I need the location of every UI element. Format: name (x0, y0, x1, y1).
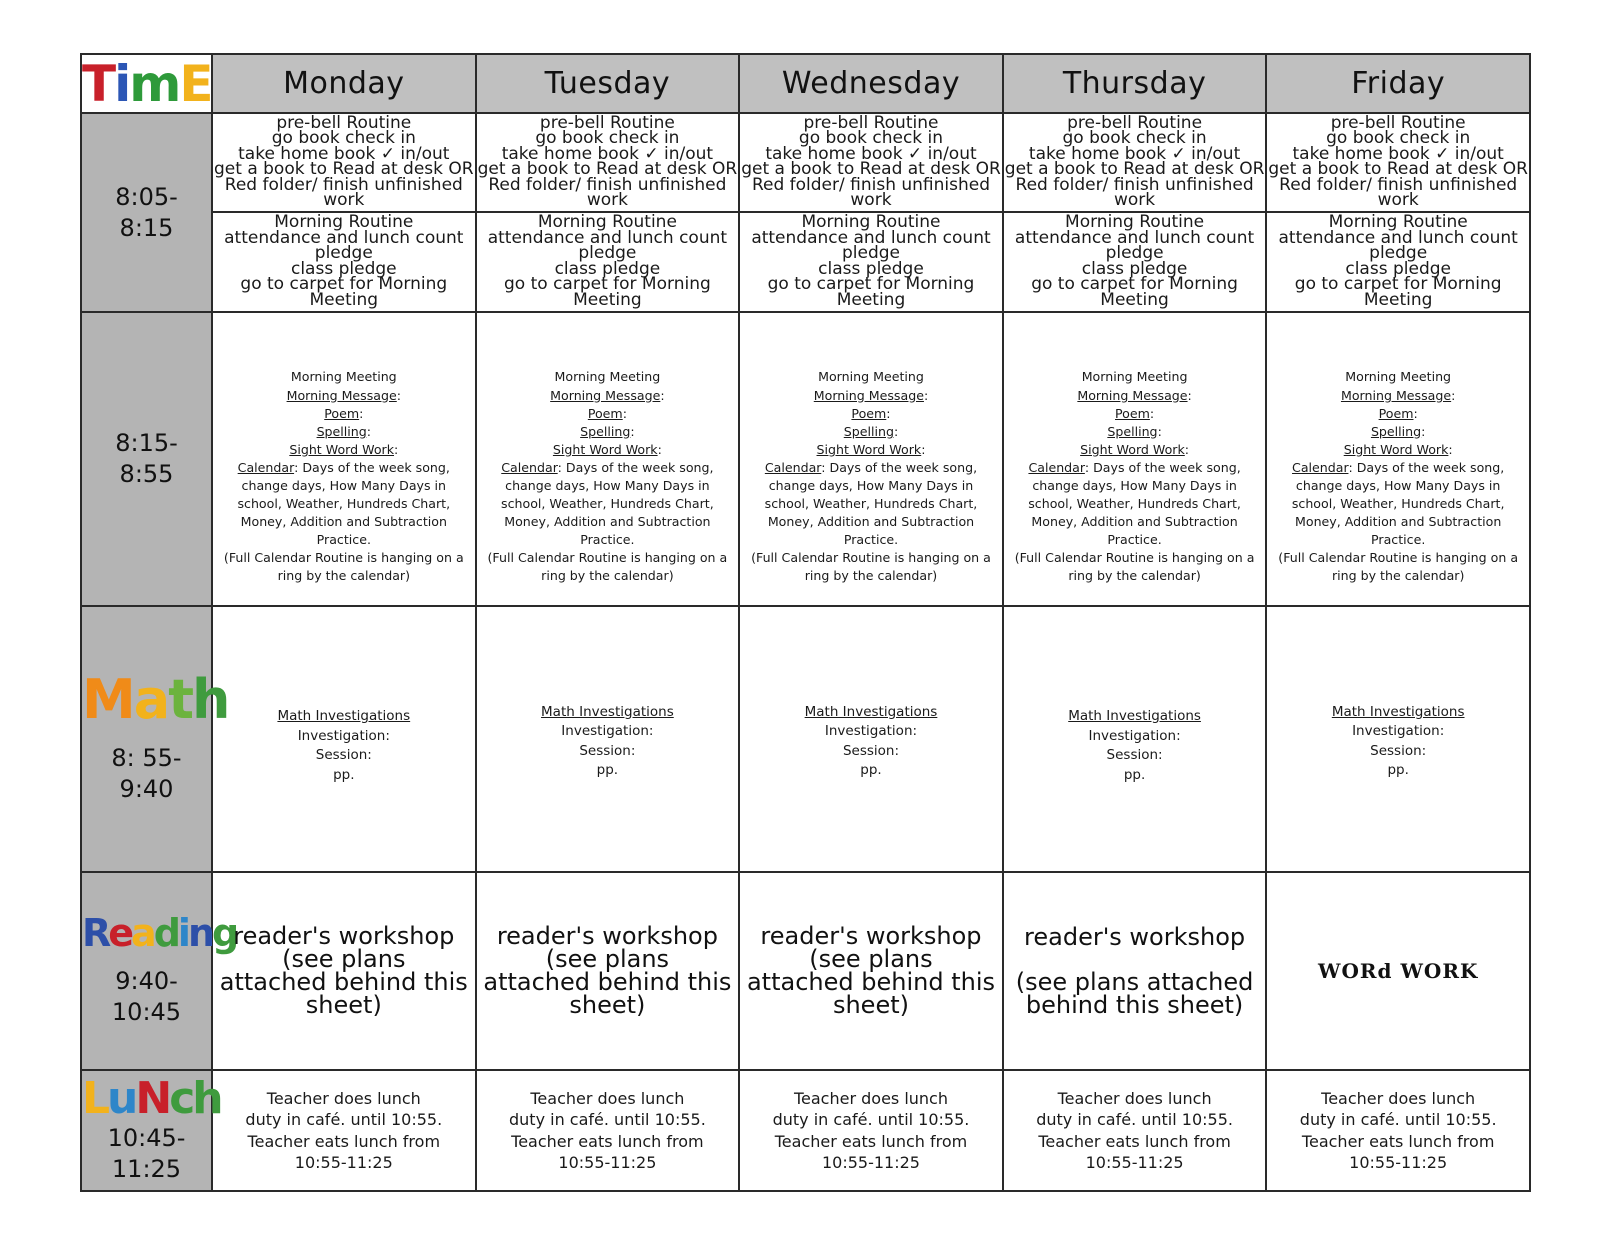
meeting-item: Morning Message: (1077, 387, 1192, 403)
time-end: 8:15 (119, 213, 174, 242)
lunch-line: Teacher eats lunch from (774, 1131, 968, 1151)
session-label: Session: (579, 742, 636, 759)
meeting-item: Calendar: Days of the week song, (1028, 459, 1241, 475)
time-slot-reading (81, 872, 237, 1070)
spelling-label: Spelling (580, 423, 631, 439)
time-slot-routine (81, 113, 212, 312)
calendar-text: change days, How Many Days in (505, 478, 710, 493)
reading-cell (476, 872, 740, 1070)
calendar-label: Calendar (501, 459, 558, 475)
pre-bell-line: pre-bell Routine (1330, 112, 1466, 133)
routine-cell (1266, 113, 1530, 312)
meeting-item: Poem: (1115, 405, 1155, 421)
calendar-label: Calendar (764, 459, 822, 475)
meeting-item: Sight Word Work: (1343, 441, 1453, 457)
morning-routine-line: go to carpet for Morning (504, 274, 711, 295)
pre-bell-line: pre-bell Routine (803, 112, 939, 133)
lunch-line: duty in café. until 10:55. (509, 1110, 706, 1129)
calendar-text: Money, Addition and Subtraction (240, 514, 447, 530)
day-header-wednesday: Wednesday (739, 54, 1003, 113)
meeting-item: Sight Word Work: (816, 441, 926, 457)
pre-bell-line: work (850, 190, 892, 211)
pre-bell-line: work (586, 190, 628, 211)
morning-routine-line: Morning Routine (274, 212, 414, 233)
routine-row (81, 113, 1530, 312)
time-end: 8:55 (119, 460, 174, 488)
routine-stack (1004, 114, 1266, 311)
calendar-text: Practice. (843, 532, 899, 548)
calendar-text: school, Weather, Hundreds Chart, (237, 496, 451, 512)
morning-routine-line: Meeting (309, 289, 379, 310)
pre-bell-line: work (323, 190, 365, 211)
lunch-logo: LuNch (82, 1072, 221, 1124)
reading-line: (see plans (282, 945, 406, 973)
morning-routine-line: go to carpet for Morning (1294, 274, 1502, 295)
calendar-label: Calendar (237, 459, 295, 475)
lunch-line: duty in café. until 10:55. (245, 1110, 443, 1129)
day-header-friday: Friday (1266, 54, 1530, 113)
calendar-label: Calendar (1028, 459, 1085, 475)
lunch-line: Teacher eats lunch from (1301, 1131, 1495, 1151)
morning-routine-line: attendance and lunch count (1278, 227, 1518, 248)
sight-word-label: Sight Word Work (1080, 441, 1185, 457)
morning-routine-line: pledge (578, 243, 637, 264)
morning-message-label: Morning Message (550, 387, 661, 403)
calendar-text: change days, How Many Days in (1032, 478, 1237, 493)
spelling-label: Spelling (316, 423, 367, 439)
meeting-item: Poem: (587, 405, 627, 421)
math-cell (476, 606, 740, 872)
math-title: Math Investigations (1068, 708, 1201, 724)
math-row (81, 606, 1530, 872)
sight-word-label: Sight Word Work (816, 441, 922, 457)
morning-routine-line: Meeting (573, 289, 642, 310)
math-logo: Math (82, 668, 229, 731)
morning-routine-line: go to carpet for Morning (767, 274, 975, 295)
poem-label: Poem (1115, 405, 1150, 421)
pre-bell-line: work (1377, 190, 1419, 211)
meeting-item: Spelling: (843, 423, 899, 439)
pre-bell-line: take home book ✓ in/out (1292, 143, 1504, 164)
meeting-item: Calendar: Days of the week song, (501, 459, 714, 475)
lunch-line: duty in café. until 10:55. (1299, 1110, 1497, 1129)
calendar-text: Practice. (1107, 532, 1162, 548)
session-label: Session: (1370, 742, 1427, 759)
meeting-title: Morning Meeting (554, 369, 661, 385)
meeting-cell (476, 312, 740, 606)
reading-line: sheet) (832, 991, 909, 1019)
meeting-item: Poem: (324, 405, 364, 421)
lunch-cell (1266, 1070, 1530, 1191)
reading-line: reader's workshop (496, 922, 718, 950)
calendar-note: (Full Calendar Routine is hanging on a (751, 550, 991, 566)
morning-message-label: Morning Message (1340, 387, 1452, 403)
meeting-notes (740, 332, 1002, 585)
calendar-text: change days, How Many Days in (241, 478, 447, 493)
pages-label: pp. (1123, 766, 1146, 783)
pre-bell-line: get a book to Read at desk OR (477, 159, 738, 180)
calendar-text: Practice. (316, 532, 371, 548)
pre-bell-line: get a book to Read at desk OR (1004, 159, 1265, 180)
poem-label: Poem (1378, 405, 1414, 421)
time-start: 9:40- (115, 967, 178, 995)
lunch-line: Teacher does lunch (1057, 1088, 1212, 1108)
lunch-line: duty in café. until 10:55. (1036, 1110, 1233, 1129)
meeting-item: Calendar: Days of the week song, (1292, 459, 1505, 475)
day-header-thursday: Thursday (1003, 54, 1267, 113)
calendar-text: school, Weather, Hundreds Chart, (764, 496, 978, 512)
meeting-title: Morning Meeting (818, 369, 924, 385)
lunch-line: 10:55-11:25 (294, 1153, 393, 1172)
pre-bell-line: get a book to Read at desk OR (1268, 159, 1528, 180)
investigation-label: Investigation: (1352, 723, 1445, 739)
pre-bell-line: go book check in (271, 128, 416, 149)
morning-routine-line: class pledge (554, 258, 661, 279)
calendar-text: Money, Addition and Subtraction (1031, 514, 1238, 530)
meeting-item: Calendar: Days of the week song, (764, 459, 978, 475)
pre-bell-line: take home book ✓ in/out (238, 143, 450, 164)
lunch-line: Teacher does lunch (793, 1088, 948, 1108)
calendar-text: Practice. (580, 532, 635, 548)
morning-routine-line: Morning Routine (1065, 212, 1205, 233)
lunch-cell (1003, 1070, 1267, 1191)
calendar-text: Days of the week song, (1356, 459, 1505, 475)
reading-line: (see plans attached (1015, 967, 1254, 996)
pre-bell-routine (1267, 114, 1529, 213)
header-row (81, 54, 1530, 113)
lunch-line: 10:55-11:25 (1085, 1153, 1184, 1172)
calendar-note: ring by the calendar) (277, 568, 411, 584)
morning-routine (213, 213, 475, 312)
poem-label: Poem (587, 405, 623, 421)
pages-label: pp. (860, 762, 882, 778)
day-header-tuesday: Tuesday (476, 54, 740, 113)
math-title: Math Investigations (541, 703, 674, 720)
routine-stack (477, 114, 739, 311)
morning-routine-line: attendance and lunch count (1014, 227, 1255, 248)
pre-bell-line: get a book to Read at desk OR (214, 159, 474, 180)
pre-bell-line: go book check in (535, 128, 680, 149)
meeting-item: Morning Message: (286, 387, 402, 403)
investigation-label: Investigation: (297, 727, 390, 744)
meeting-item: Sight Word Work: (289, 441, 399, 457)
calendar-text: Money, Addition and Subtraction (767, 514, 975, 530)
time-logo-text: TimE (82, 54, 212, 113)
calendar-text: Practice. (1371, 532, 1426, 548)
calendar-note: ring by the calendar) (541, 568, 674, 584)
morning-message-label: Morning Message (1077, 387, 1188, 403)
calendar-text: Money, Addition and Subtraction (1295, 514, 1502, 530)
morning-message-label: Morning Message (813, 387, 924, 403)
pre-bell-line: pre-bell Routine (539, 112, 675, 133)
pre-bell-line: get a book to Read at desk OR (741, 159, 1001, 180)
reading-cell (739, 872, 1003, 1070)
meeting-item: Morning Message: (550, 387, 665, 403)
morning-routine-line: Meeting (1100, 289, 1169, 310)
lunch-cell (476, 1070, 740, 1191)
calendar-text: Money, Addition and Subtraction (504, 514, 711, 530)
pre-bell-line: pre-bell Routine (276, 112, 412, 133)
morning-routine-line: attendance and lunch count (487, 227, 728, 248)
calendar-text: Days of the week song, (565, 459, 714, 475)
math-cell (1003, 606, 1267, 872)
pre-bell-line: Red folder/ finish unfinished (224, 174, 463, 195)
calendar-note: ring by the calendar) (804, 568, 938, 584)
meeting-item: Calendar: Days of the week song, (237, 459, 450, 475)
pre-bell-line: Red folder/ finish unfinished (1279, 174, 1518, 195)
meeting-cell (212, 312, 476, 606)
lunch-line: Teacher does lunch (266, 1088, 421, 1108)
math-notes (1004, 693, 1266, 785)
sight-word-label: Sight Word Work (289, 441, 395, 457)
math-cell (212, 606, 476, 872)
pre-bell-line: go book check in (1062, 128, 1207, 149)
meeting-item: Poem: (1378, 405, 1418, 421)
sight-word-label: Sight Word Work (1343, 441, 1449, 457)
morning-routine-line: Morning Routine (801, 212, 941, 233)
pre-bell-line: Red folder/ finish unfinished (751, 174, 991, 195)
meeting-row (81, 312, 1530, 606)
morning-routine-line: Morning Routine (1328, 212, 1468, 233)
calendar-text: Days of the week song, (302, 459, 450, 475)
reading-line: reader's workshop (233, 922, 455, 950)
pre-bell-line: Red folder/ finish unfinished (1015, 174, 1254, 195)
meeting-item: Morning Message: (813, 387, 929, 403)
session-label: Session: (315, 747, 372, 763)
pre-bell-routine (477, 114, 739, 213)
morning-routine-line: go to carpet for Morning (1031, 274, 1238, 295)
pre-bell-line: take home book ✓ in/out (765, 143, 977, 164)
pages-label: pp. (333, 766, 355, 783)
pre-bell-routine (213, 114, 475, 213)
investigation-label: Investigation: (561, 723, 654, 739)
calendar-text: change days, How Many Days in (768, 478, 974, 493)
calendar-note: (Full Calendar Routine is hanging on a (1278, 550, 1519, 566)
meeting-item: Spelling: (1107, 423, 1162, 439)
calendar-text: school, Weather, Hundreds Chart, (1291, 496, 1505, 512)
pre-bell-routine (1004, 114, 1266, 213)
time-start: 8:15- (115, 429, 178, 457)
word-work-label: WORd WORK (1318, 959, 1479, 983)
time-logo (81, 54, 212, 113)
reading-line: reader's workshop (1024, 922, 1246, 951)
spelling-label: Spelling (1107, 423, 1158, 439)
meeting-notes (213, 332, 475, 585)
time-slot-lunch (81, 1070, 221, 1191)
reading-line: (see plans (809, 945, 933, 973)
investigation-label: Investigation: (1088, 727, 1181, 744)
lunch-line: Teacher does lunch (530, 1088, 685, 1108)
routine-cell (212, 113, 476, 312)
lunch-cell (212, 1070, 476, 1191)
morning-routine-line: attendance and lunch count (224, 227, 464, 248)
meeting-item: Poem: (851, 405, 891, 421)
pre-bell-line: pre-bell Routine (1067, 112, 1203, 133)
reading-line: attached behind this (483, 968, 732, 996)
morning-routine-line: pledge (1369, 243, 1428, 264)
meeting-item: Spelling: (1370, 423, 1426, 439)
morning-routine (1004, 213, 1266, 312)
lunch-cell (739, 1070, 1003, 1191)
routine-stack (740, 114, 1002, 311)
meeting-cell (1266, 312, 1530, 606)
poem-label: Poem (324, 405, 360, 421)
lunch-line: 10:55-11:25 (821, 1153, 920, 1172)
morning-routine (477, 213, 739, 312)
poem-label: Poem (851, 405, 887, 421)
meeting-item: Morning Message: (1340, 387, 1456, 403)
calendar-text: change days, How Many Days in (1295, 478, 1501, 493)
morning-routine-line: Meeting (836, 289, 906, 310)
lunch-line: Teacher eats lunch from (247, 1131, 441, 1151)
reading-line: reader's workshop (760, 922, 982, 950)
morning-message-label: Morning Message (286, 387, 397, 403)
pre-bell-line: take home book ✓ in/out (501, 143, 714, 164)
pages-label: pp. (596, 762, 619, 778)
math-cell (739, 606, 1003, 872)
lunch-line: Teacher does lunch (1321, 1088, 1476, 1108)
time-slot-math (81, 606, 229, 872)
spelling-label: Spelling (843, 423, 894, 439)
calendar-note: ring by the calendar) (1068, 568, 1201, 584)
reading-row (81, 872, 1530, 1070)
math-notes (477, 698, 739, 781)
investigation-label: Investigation: (824, 723, 918, 739)
lunch-line: 10:55-11:25 (1349, 1153, 1448, 1172)
calendar-note: ring by the calendar) (1331, 568, 1465, 584)
math-notes (213, 693, 475, 785)
morning-routine-line: class pledge (1345, 258, 1451, 279)
calendar-text: school, Weather, Hundreds Chart, (1028, 496, 1241, 512)
meeting-item: Sight Word Work: (1080, 441, 1190, 457)
routine-cell (476, 113, 740, 312)
meeting-title: Morning Meeting (1345, 369, 1452, 385)
math-title: Math Investigations (277, 708, 411, 724)
reading-line: sheet) (569, 991, 646, 1019)
pre-bell-line: go book check in (1326, 128, 1471, 149)
reading-logo: Reading (82, 911, 237, 955)
meeting-cell (1003, 312, 1267, 606)
calendar-text: Days of the week song, (1093, 459, 1241, 475)
meeting-item: Spelling: (580, 423, 635, 439)
morning-routine-line: Meeting (1363, 289, 1433, 310)
routine-cell (1003, 113, 1267, 312)
math-title: Math Investigations (1331, 703, 1465, 720)
meeting-notes (1267, 332, 1529, 585)
session-label: Session: (842, 742, 900, 759)
meeting-title: Morning Meeting (1081, 369, 1188, 385)
reading-line: sheet) (305, 991, 382, 1019)
morning-routine-line: go to carpet for Morning (240, 274, 448, 295)
morning-routine-line: attendance and lunch count (751, 227, 991, 248)
routine-cell (739, 113, 1003, 312)
math-cell (1266, 606, 1530, 872)
morning-routine-line: class pledge (290, 258, 397, 279)
lunch-row (81, 1070, 1530, 1191)
reading-cell-friday (1266, 872, 1530, 1070)
meeting-item: Sight Word Work: (552, 441, 662, 457)
calendar-label: Calendar (1292, 459, 1349, 475)
routine-stack (213, 114, 475, 311)
weekly-planner-table (80, 53, 1531, 1192)
meeting-notes (1004, 332, 1266, 585)
meeting-item: Spelling: (316, 423, 372, 439)
calendar-note: (Full Calendar Routine is hanging on a (487, 550, 728, 566)
morning-routine-line: class pledge (1081, 258, 1188, 279)
time-start: 8:05- (115, 182, 178, 211)
spelling-label: Spelling (1370, 423, 1422, 439)
time-end: 10:45 (111, 998, 182, 1026)
calendar-note: (Full Calendar Routine is hanging on a (223, 550, 464, 566)
reading-line: attached behind this (219, 968, 468, 996)
time-end: 11:25 (111, 1154, 182, 1183)
morning-routine-line: Morning Routine (537, 212, 677, 233)
time-start: 10:45- (107, 1123, 186, 1152)
calendar-text: school, Weather, Hundreds Chart, (501, 496, 714, 512)
time-end: 9:40 (119, 775, 174, 803)
reading-cell-thursday (1003, 872, 1267, 1070)
pre-bell-line: Red folder/ finish unfinished (488, 174, 727, 195)
reading-line: (see plans (545, 945, 670, 973)
morning-routine-line: class pledge (818, 258, 924, 279)
reading-cell (212, 872, 476, 1070)
reading-line: behind this sheet) (1025, 990, 1244, 1019)
reading-line: attached behind this (746, 968, 995, 996)
time-start: 8: 55- (111, 744, 182, 772)
pre-bell-line: go book check in (798, 128, 944, 149)
math-title: Math Investigations (804, 703, 938, 720)
pages-label: pp. (1387, 762, 1409, 778)
pre-bell-line: take home book ✓ in/out (1028, 143, 1241, 164)
meeting-cell (739, 312, 1003, 606)
pre-bell-routine (740, 114, 1002, 213)
morning-routine (1267, 213, 1529, 312)
calendar-note: (Full Calendar Routine is hanging on a (1014, 550, 1255, 566)
routine-stack (1267, 114, 1529, 311)
day-header-monday: Monday (212, 54, 476, 113)
morning-routine-line: pledge (841, 243, 900, 264)
morning-routine-line: pledge (1105, 243, 1164, 264)
sight-word-label: Sight Word Work (552, 441, 658, 457)
meeting-title: Morning Meeting (290, 369, 397, 385)
time-slot-meeting (81, 312, 212, 606)
lunch-line: duty in café. until 10:55. (772, 1110, 970, 1129)
morning-routine (740, 213, 1002, 312)
session-label: Session: (1106, 747, 1163, 763)
lunch-line: 10:55-11:25 (558, 1153, 657, 1172)
lunch-line: Teacher eats lunch from (511, 1131, 704, 1151)
meeting-notes (477, 332, 739, 585)
calendar-text: Days of the week song, (829, 459, 978, 475)
morning-routine-line: pledge (314, 243, 373, 264)
pre-bell-line: work (1114, 190, 1156, 211)
math-notes (740, 698, 1002, 781)
lunch-line: Teacher eats lunch from (1038, 1131, 1231, 1151)
math-notes (1267, 698, 1529, 781)
